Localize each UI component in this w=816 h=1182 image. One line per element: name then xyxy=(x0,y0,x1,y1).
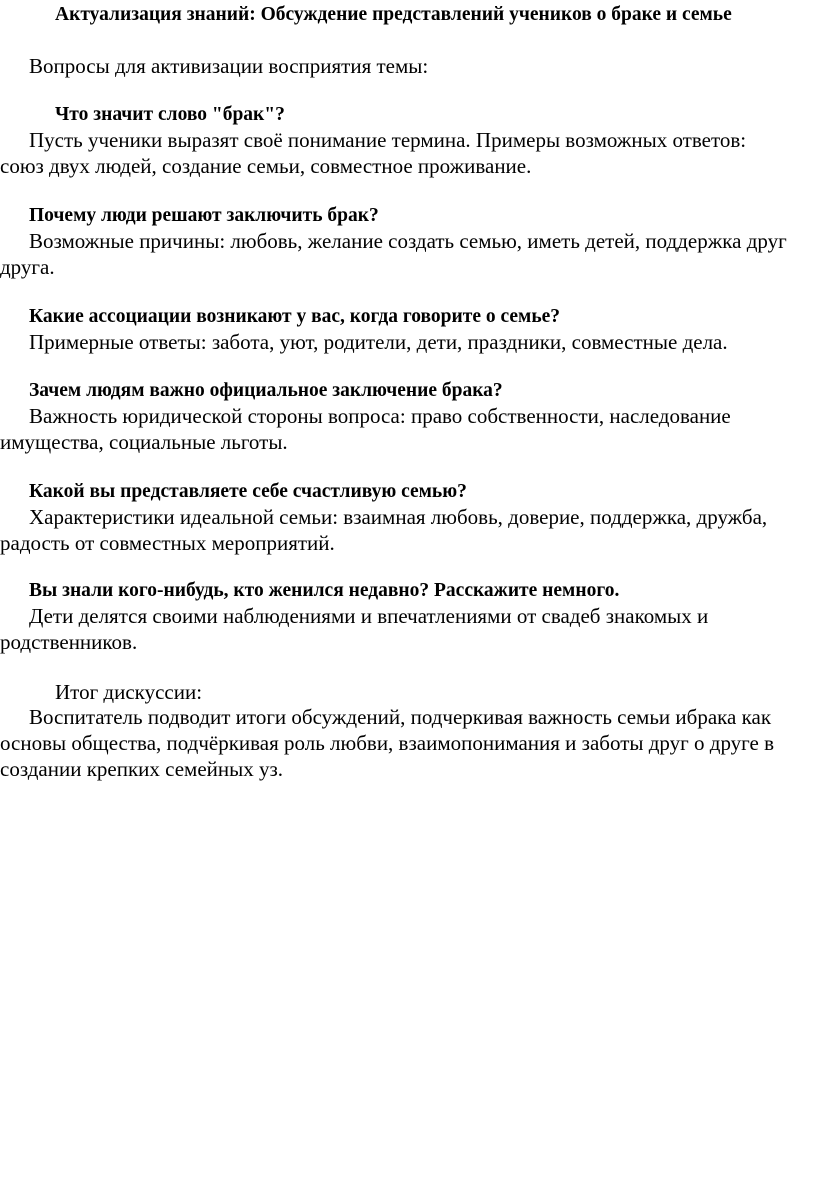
answer-6-line-1: Дети делятся своими наблюдениями и впечатлениями от свадеб знакомых и xyxy=(29,604,709,628)
summary-heading: Итог дискуссии: xyxy=(55,680,203,704)
answer-4-line-2: имущества, социальные льготы. xyxy=(0,430,288,454)
answer-1-line-2: союз двух людей, создание семьи, совместное проживание. xyxy=(0,154,532,178)
answer-5-line-1: Характеристики идеальной семьи: взаимная любовь, доверие, поддержка, дружба, xyxy=(29,505,768,529)
question-4: Зачем людям важно официальное заключение брака? xyxy=(29,380,503,401)
answer-1-line-1: Пусть ученики выразят своё понимание термина. Примеры возможных ответов: xyxy=(29,128,747,152)
answer-2-line-1: Возможные причины: любовь, желание создать семью, иметь детей, поддержка друг xyxy=(29,229,787,253)
document-title: Актуализация знаний: Обсуждение представлений учеников о браке и семье xyxy=(55,4,732,25)
answer-3-line-1: Примерные ответы: забота, уют, родители, дети, праздники, совместные дела. xyxy=(29,330,728,354)
answer-6-line-2: родственников. xyxy=(0,630,138,654)
summary-line-2: основы общества, подчёркивая роль любви, взаимопонимания и заботы друг о друге в xyxy=(0,731,774,755)
answer-2-line-2: друга. xyxy=(0,255,55,279)
summary-line-3: создании крепких семейных уз. xyxy=(0,757,284,781)
intro-text: Вопросы для активизации восприятия темы: xyxy=(29,54,429,78)
question-6: Вы знали кого-нибудь, кто женился недавно? Расскажите немного. xyxy=(29,580,620,601)
question-2: Почему люди решают заключить брак? xyxy=(29,205,379,226)
answer-4-line-1: Важность юридической стороны вопроса: право собственности, наследование xyxy=(29,404,731,428)
answer-5-line-2: радость от совместных мероприятий. xyxy=(0,531,335,555)
question-1: Что значит слово "брак"? xyxy=(55,104,285,125)
question-5: Какой вы представляете себе счастливую семью? xyxy=(29,481,467,502)
question-3: Какие ассоциации возникают у вас, когда говорите о семье? xyxy=(29,306,561,327)
summary-line-1: Воспитатель подводит итоги обсуждений, подчеркивая важность семьи ибрака как xyxy=(29,705,772,729)
